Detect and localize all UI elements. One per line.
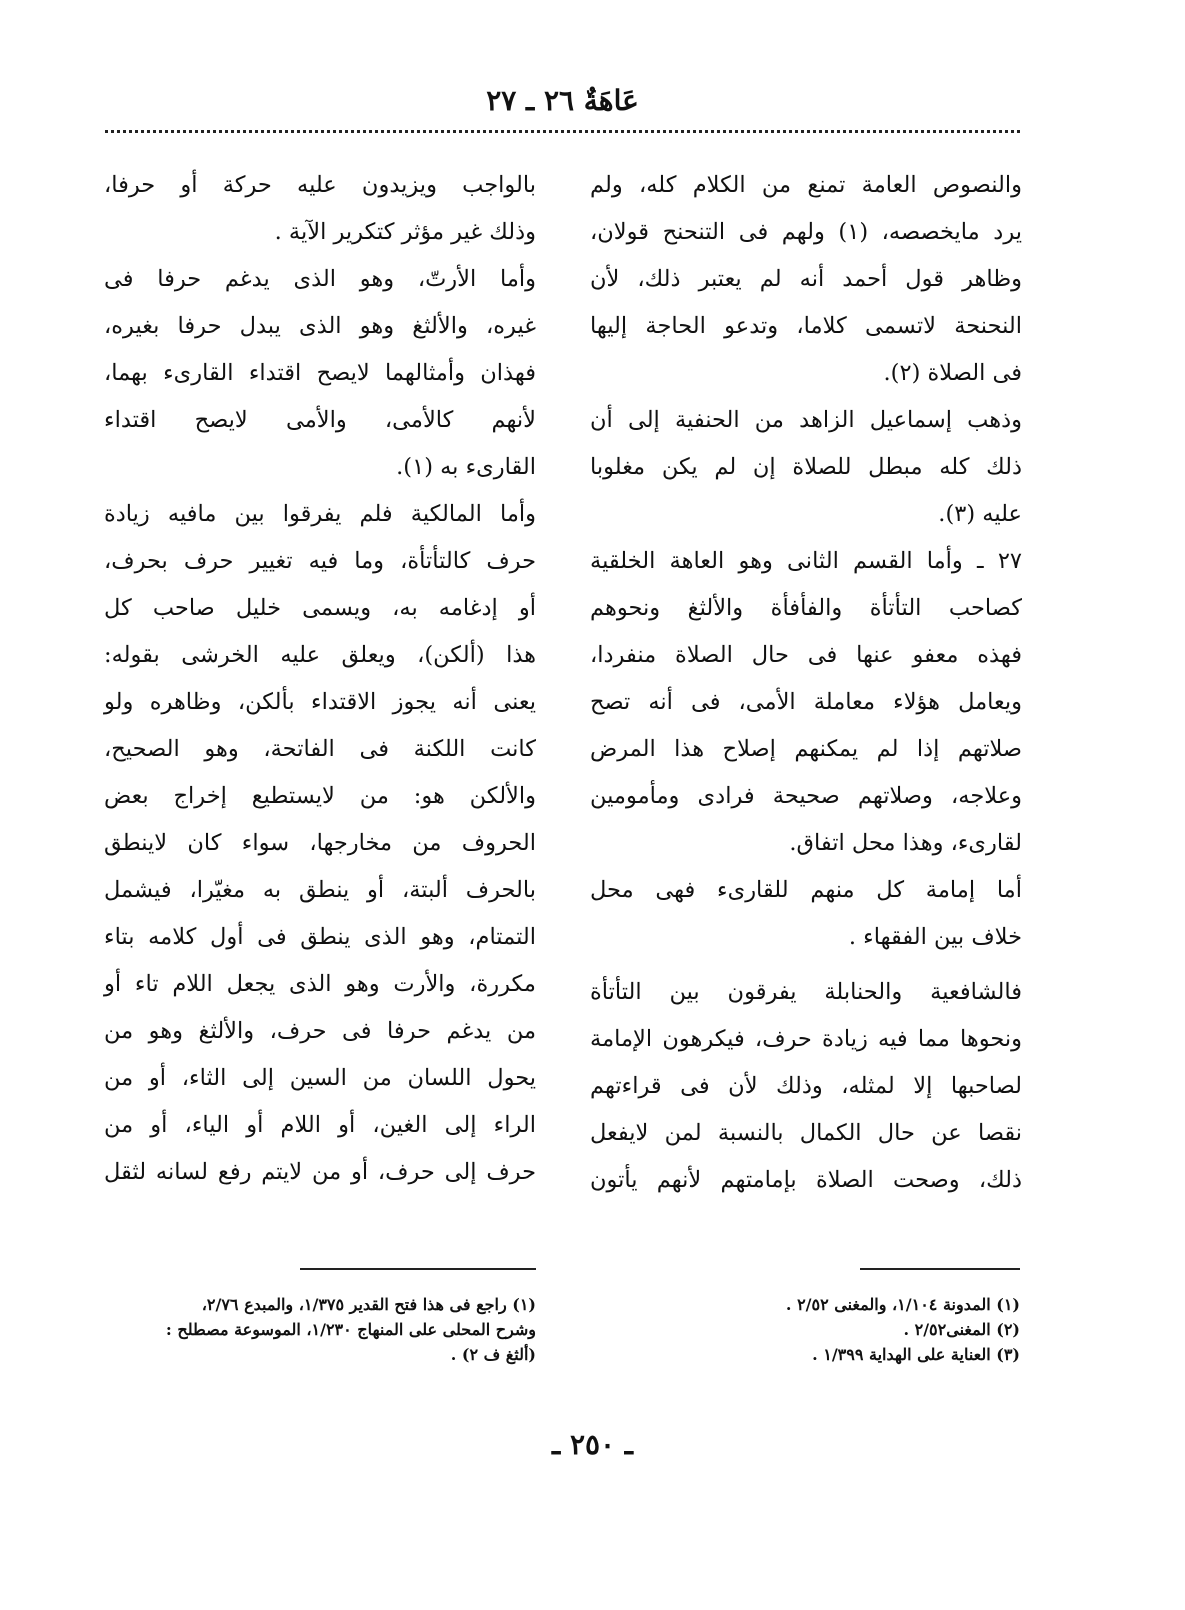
header-dotted-rule (105, 130, 1020, 133)
text-line: وعلاجه، وصلاتهم صحيحة فرادى ومأمومين (590, 783, 1022, 809)
text-line: عليه (٣). (938, 501, 1022, 527)
text-line: ذلك كله مبطل للصلاة إن لم يكن مغلوبا (590, 454, 1022, 480)
text-line: النحنحة لاتسمى كلاما، وتدعو الحاجة إليها (590, 313, 1022, 339)
text-line: فهذه معفو عنها فى حال الصلاة منفردا، (590, 642, 1022, 668)
text-line: حرف إلى حرف، أو من لايتم رفع لسانه لثقل (104, 1159, 536, 1185)
footnotes-left (104, 1292, 536, 1367)
text-line: خلاف بين الفقهاء . (848, 924, 1022, 950)
text-line: الراء إلى الغين، أو اللام أو الياء، أو من (104, 1112, 536, 1138)
text-line: صلاتهم إذا لم يمكنهم إصلاح هذا المرض (590, 736, 1022, 762)
text-line: وذلك غير مؤثر كتكرير الآية . (274, 219, 536, 245)
text-line: لصاحبها إلا لمثله، وذلك لأن فى قراءتهم (590, 1073, 1022, 1099)
footnote: (ألثغ ف ٢) . (450, 1345, 536, 1364)
right-column (590, 162, 1022, 1204)
text-line: والنصوص العامة تمنع من الكلام كله، ولم (590, 172, 1022, 198)
footnote: وشرح المحلى على المنهاج ١/٢٣٠، الموسوعة مصطلح : (165, 1320, 536, 1339)
text-line: نقصا عن حال الكمال بالنسبة لمن لايفعل (590, 1120, 1022, 1146)
paragraph (590, 397, 1022, 538)
text-line: حرف كالتأتأة، وما فيه تغيير حرف بحرف، (104, 548, 536, 574)
running-header: عَاهَةٌ ٢٦ ـ ٢٧ (486, 84, 639, 117)
text-line: والألكن هو: من لايستطيع إخراج بعض (104, 783, 536, 809)
text-line: القارىء به (١). (396, 454, 536, 480)
page-number: ـ ٢٥٠ ـ (551, 1428, 634, 1461)
text-line: يعنى أنه يجوز الاقتداء بألكن، وظاهره ولو (104, 689, 536, 715)
paragraph (590, 867, 1022, 961)
text-line: يحول اللسان من السين إلى الثاء، أو من (104, 1065, 536, 1091)
text-line: يرد مايخصصه، (١) ولهم فى التنحنح قولان، (590, 219, 1022, 245)
text-line: غيره، والألثغ وهو الذى يبدل حرفا بغيره، (104, 313, 536, 339)
paragraph (590, 538, 1022, 867)
text-line: من يدغم حرفا فى حرف، والألثغ وهو من (104, 1018, 536, 1044)
footnote: (٢) المغنى٢/٥٢ . (903, 1320, 1020, 1339)
text-line: بالحرف ألبتة، أو ينطق به مغيّرا، فيشمل (104, 877, 536, 903)
text-line: مكررة، والأرت وهو الذى يجعل اللام تاء أو (104, 971, 536, 997)
text-line: وأما الأرتّ، وهو الذى يدغم حرفا فى (104, 266, 536, 292)
text-line: وذهب إسماعيل الزاهد من الحنفية إلى أن (590, 407, 1022, 433)
text-line: ونحوها مما فيه زيادة حرف، فيكرهون الإمامة (590, 1026, 1022, 1052)
left-column (104, 162, 536, 1196)
text-line: ويعامل هؤلاء معاملة الأمى، فى أنه تصح (590, 689, 1022, 715)
text-line: فهذان وأمثالهما لايصح اقتداء القارىء بهما، (104, 360, 536, 386)
paragraph (104, 491, 536, 1196)
text-line: أو إدغامه به، ويسمى خليل صاحب كل (104, 595, 536, 621)
paragraph (590, 969, 1022, 1204)
paragraph (590, 162, 1022, 397)
text-line: الحروف من مخارجها، سواء كان لاينطق (104, 830, 536, 856)
text-line: كصاحب التأتأة والفأفأة والألثغ ونحوهم (590, 595, 1022, 621)
footnote: (١) راجع فى هذا فتح القدير ١/٣٧٥، والمبدع ٢/٧٦، (201, 1295, 536, 1314)
footnotes-right (600, 1292, 1020, 1367)
footnote: (٣) العناية على الهداية ١/٣٩٩ . (812, 1345, 1020, 1364)
text-line: وظاهر قول أحمد أنه لم يعتبر ذلك، لأن (590, 266, 1022, 292)
text-line: التمتام، وهو الذى ينطق فى أول كلامه بتاء (104, 924, 536, 950)
paragraph (104, 256, 536, 491)
text-line: فالشافعية والحنابلة يفرقون بين التأتأة (590, 979, 1022, 1005)
text-line: لقارىء، وهذا محل اتفاق. (789, 830, 1022, 856)
footnote-separator-right (860, 1268, 1020, 1270)
text-line: كانت اللكنة فى الفاتحة، وهو الصحيح، (104, 736, 536, 762)
text-line: ٢٧ ـ وأما القسم الثانى وهو العاهة الخلقية (590, 548, 1022, 574)
footnote: (١) المدونة ١/١٠٤، والمغنى ٢/٥٢ . (785, 1295, 1020, 1314)
text-line: بالواجب ويزيدون عليه حركة أو حرفا، (104, 172, 536, 198)
text-line: لأنهم كالأمى، والأمى لايصح اقتداء (104, 407, 536, 433)
text-line: ذلك، وصحت الصلاة بإمامتهم لأنهم يأتون (590, 1167, 1022, 1193)
text-line: أما إمامة كل منهم للقارىء فهى محل (590, 877, 1022, 903)
text-line: هذا (ألكن)، ويعلق عليه الخرشى بقوله: (104, 642, 536, 668)
text-line: وأما المالكية فلم يفرقوا بين مافيه زيادة (104, 501, 536, 527)
footnote-separator-left (300, 1268, 536, 1270)
paragraph (104, 162, 536, 256)
text-line: فى الصلاة (٢). (883, 360, 1022, 386)
